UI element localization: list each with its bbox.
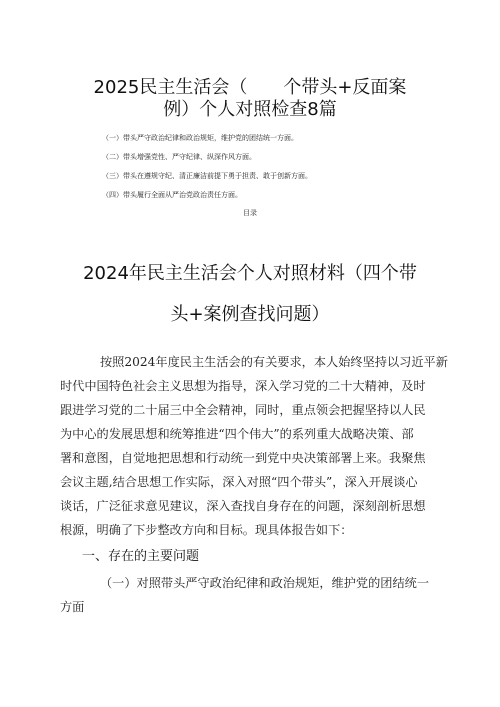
toc-item-1[interactable]: （一）带头严守政治纪律和政治规矩，维护党的团结统一方面。 bbox=[102, 134, 298, 142]
subsection-line-1: （一）对照带头严守政治纪律和政治规矩，维护党的团结统一 bbox=[100, 576, 430, 590]
body-paragraph-line-1: 按照2024年度民主生活会的有关要求，本人始终坚持以习近平新 bbox=[100, 355, 448, 369]
document-title-line-1: 2025民主生活会（ 个带头+反面案 bbox=[93, 77, 407, 98]
main-title-line-2: 头+案例查找问题） bbox=[170, 304, 330, 325]
toc-item-3[interactable]: （三）带头在遵规守纪、清正廉洁前提下勇于担责、敢于创新方面。 bbox=[102, 172, 312, 180]
subsection-line-2: 方面 bbox=[60, 600, 85, 614]
body-paragraph-line-5: 署和意图，自觉地把思想和行动统一到党中央决策部署上来。我聚焦 bbox=[60, 451, 426, 465]
body-paragraph-line-3: 跟进学习党的二十届三中全会精神，同时，重点领会把握坚持以人民 bbox=[60, 403, 426, 417]
body-paragraph-line-8: 根源，明确了下步整改方向和目标。现具体报告如下： bbox=[60, 523, 353, 537]
toc-label: 目录 bbox=[243, 209, 257, 217]
toc-item-4[interactable]: （四）带头履行全面从严治党政治责任方面。 bbox=[102, 191, 242, 199]
document-title-line-2: 例）个人对照检查8篇 bbox=[163, 99, 337, 120]
body-paragraph-line-2: 时代中国特色社会主义思想为指导，深入学习党的二十大精神，及时 bbox=[60, 379, 426, 393]
body-paragraph-line-7: 谈话，广泛征求意见建议，深入查找自身存在的问题，深刻剖析思想 bbox=[60, 499, 426, 513]
body-paragraph-line-6: 会议主题,结合思想工作实际，深入对照“四个带头”，深入开展谈心 bbox=[60, 475, 418, 489]
body-paragraph-line-4: 为中心的发展思想和统筹推进“四个伟大”的系列重大战略决策、部 bbox=[60, 427, 414, 441]
main-title-line-1: 2024年民主生活会个人对照材料（四个带 bbox=[83, 263, 417, 284]
section-heading: 一、存在的主要问题 bbox=[82, 549, 200, 564]
toc-item-2[interactable]: （二）带头增强党性、严守纪律、纵深作风方面。 bbox=[102, 153, 256, 161]
